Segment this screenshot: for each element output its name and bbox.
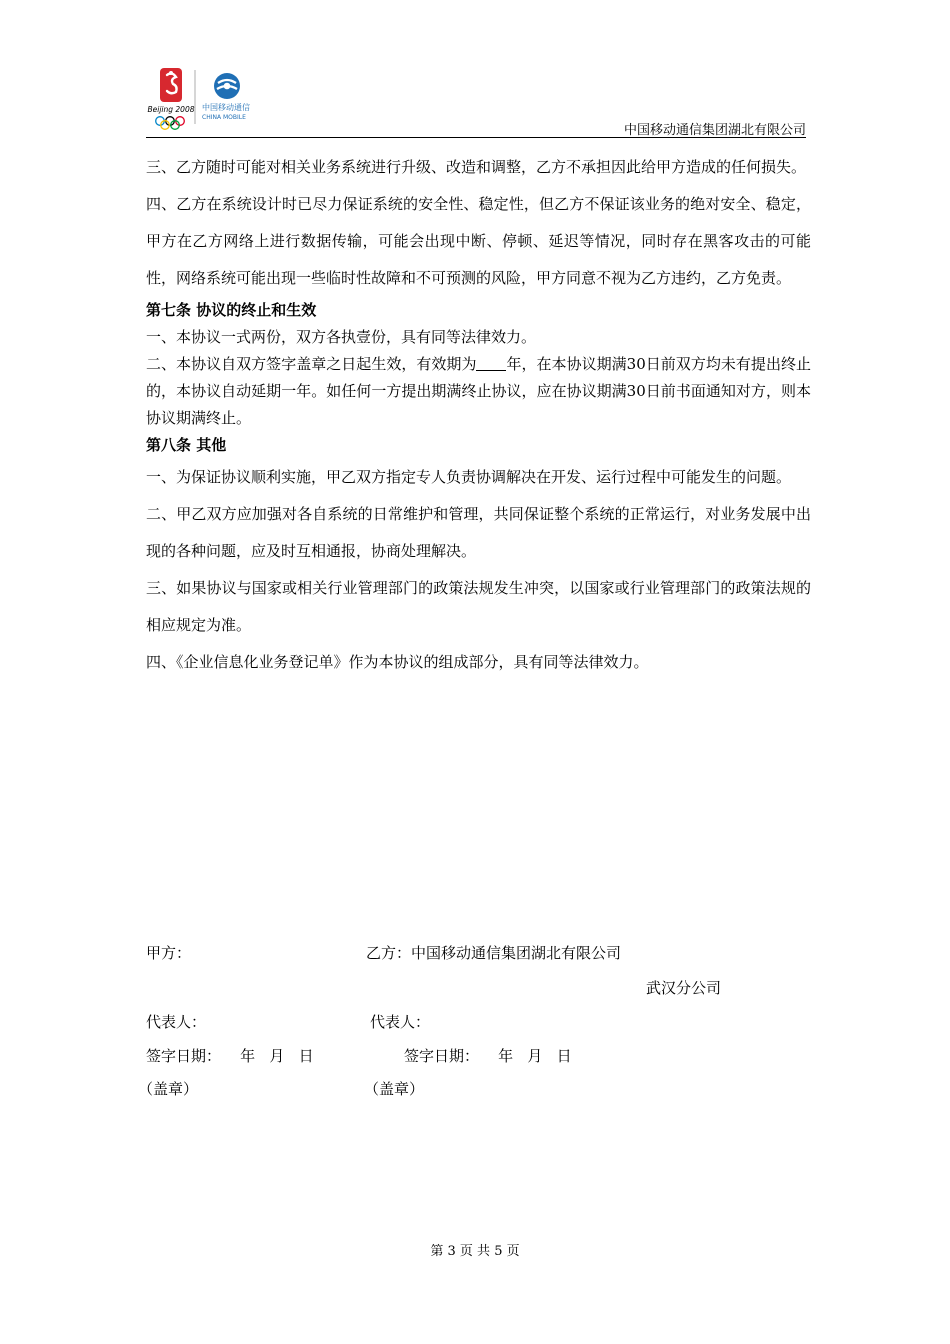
china-mobile-cn-text: 中国移动通信 bbox=[202, 103, 250, 112]
article7-heading: 第七条 协议的终止和生效 bbox=[146, 301, 317, 319]
party-b-label: 乙方：中国移动通信集团湖北有限公司 bbox=[366, 944, 622, 962]
validity-period-blank bbox=[476, 355, 506, 371]
article8-clause-3: 三、如果协议与国家或相关行业管理部门的政策法规发生冲突，以国家或行业管理部门的政策法规的相应规定为准。 bbox=[146, 579, 811, 634]
beijing-logo-text: Beijing 2008 bbox=[147, 105, 195, 114]
party-a-sign-date: 签字日期： 年 月 日 bbox=[146, 1047, 314, 1065]
article7-clause-2-part-b: 年，在本协议期满30日前双方均未有提出终止的，本协议自动延期一年。如任何一方提出期满终止协议，应在协议期满30日前书面通知对方，则本协议期满终止。 bbox=[146, 355, 811, 427]
article8-heading: 第八条 其他 bbox=[146, 436, 227, 454]
article8-clause-2: 二、甲乙双方应加强对各自系统的日常维护和管理，共同保证整个系统的正常运行，对业务发展中出现的各种问题，应及时互相通报，协商处理解决。 bbox=[146, 505, 811, 560]
china-mobile-logo bbox=[202, 73, 250, 121]
article6-clause-3: 三、乙方随时可能对相关业务系统进行升级、改造和调整，乙方不承担因此给甲方造成的任何损失。 bbox=[146, 158, 807, 176]
article7-clause-2 bbox=[146, 351, 811, 432]
article7-clause-1: 一、本协议一式两份，双方各执壹份，具有同等法律效力。 bbox=[146, 328, 537, 346]
china-mobile-en-text: CHINA MOBILE bbox=[202, 114, 246, 121]
article8-clause-1: 一、为保证协议顺利实施，甲乙双方指定专人负责协调解决在开发、运行过程中可能发生的问题。 bbox=[146, 468, 792, 486]
beijing-2008-logo bbox=[148, 68, 195, 129]
article6-clause-4: 四、乙方在系统设计时已尽力保证系统的安全性、稳定性，但乙方不保证该业务的绝对安全、稳定，甲方在乙方网络上进行数据传输，可能会出现中断、停顿、延迟等情况，同时存在黑客攻击的可能性，网络系统可能出现一些临时性故障和不可预测的风险，甲方同意不视为乙方违约，乙方免责。 bbox=[146, 195, 811, 287]
party-a-representative: 代表人： bbox=[146, 1013, 207, 1031]
party-a-label: 甲方： bbox=[146, 944, 192, 962]
party-b-sign-date: 签字日期： 年 月 日 bbox=[404, 1047, 572, 1065]
header-logos bbox=[146, 66, 261, 132]
article8-clause-4: 四、《企业信息化业务登记单》作为本协议的组成部分，具有同等法律效力。 bbox=[146, 653, 649, 671]
party-b-seal: （盖章） bbox=[364, 1080, 425, 1098]
party-b-branch: 武汉分公司 bbox=[646, 979, 722, 997]
document-body bbox=[146, 149, 811, 681]
page-number: 第 3 页 共 5 页 bbox=[430, 1244, 520, 1259]
article7-clause-2-part-a: 二、本协议自双方签字盖章之日起生效，有效期为 bbox=[146, 355, 477, 373]
party-a-seal: （盖章） bbox=[138, 1080, 199, 1098]
header-company-name: 中国移动通信集团湖北有限公司 bbox=[623, 123, 806, 138]
party-b-representative: 代表人： bbox=[370, 1013, 431, 1031]
header-rule bbox=[146, 137, 806, 138]
